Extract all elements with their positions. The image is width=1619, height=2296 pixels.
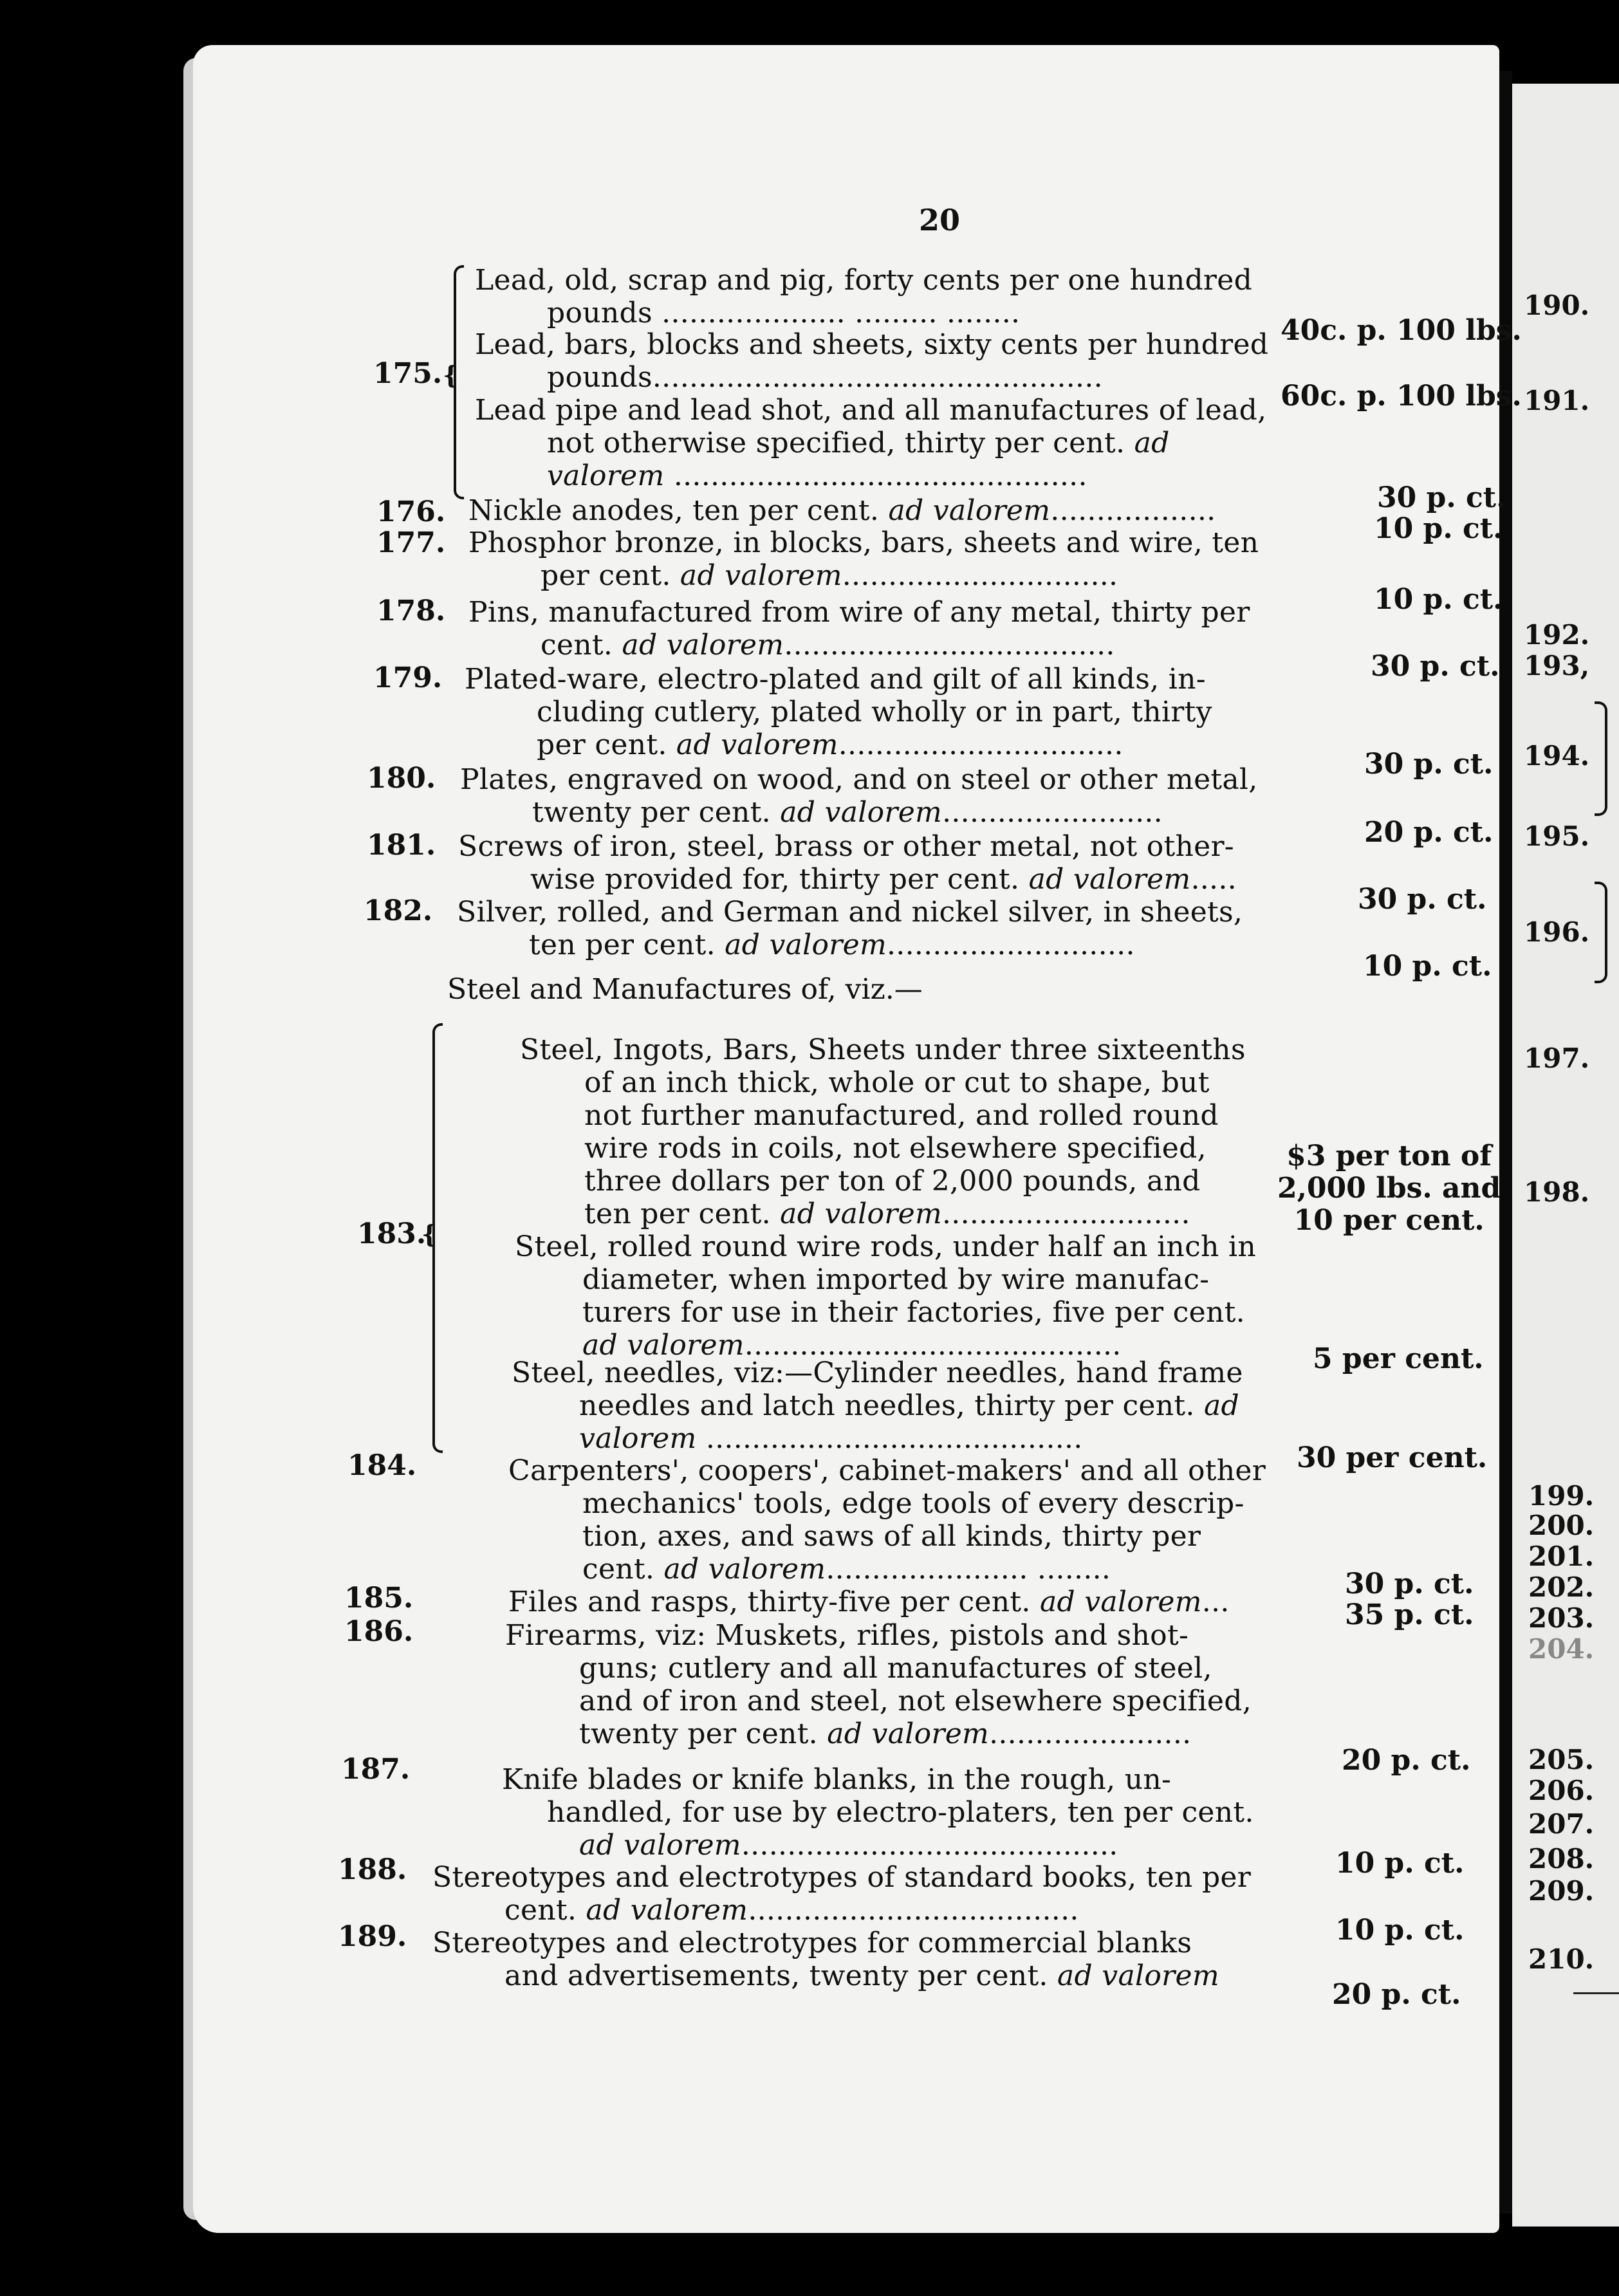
entry-text: wise provided for, thirty per cent. ad valorem..... [530,863,1237,896]
next-page-number: 194. [1524,740,1590,772]
next-page-brace [1595,701,1607,816]
entry-text: valorem ............................................. [547,459,1087,492]
entry-pins [468,596,1260,662]
entry-text: Nickle anodes, ten per cent. ad valorem.................. [468,494,1216,527]
entry-number: 179. [373,662,443,694]
steel-item-needles [512,1356,1260,1455]
entry-text: cent. ad valorem.................................... [504,1894,1079,1927]
entry-number: 186. [344,1615,414,1648]
entry-number: 175. [373,357,443,390]
entry-number: 184. [347,1449,417,1482]
entry-rate: 10 p. ct. [1374,512,1503,545]
entry-text: mechanics' tools, edge tools of every descrip- [582,1487,1244,1520]
entry-rate: 20 p. ct. [1342,1744,1471,1777]
next-page-number: 191. [1524,385,1590,416]
steel-rate-1 [1277,1140,1501,1237]
next-page-number: 206. [1528,1775,1595,1806]
entry-stereotypes-commercial [432,1927,1260,1992]
entry-text: Firearms, viz: Muskets, rifles, pistols and shot- [505,1619,1189,1652]
entry-text: Screws of iron, steel, brass or other metal, not other- [458,830,1234,863]
entry-number: 185. [344,1582,414,1615]
entry-rate: 30 p. ct. [1364,748,1494,781]
entry-files-rasps [508,1586,1260,1618]
entry-number: 180. [367,762,436,795]
next-page-number: 202. [1528,1571,1595,1603]
entry-number: 188. [338,1853,407,1886]
entry-rate: 20 p. ct. [1364,816,1494,849]
entry-number: 181. [367,829,436,862]
entry-silver-rolled [457,896,1260,961]
entry-lead-bars [475,328,1269,394]
entry-text: ten per cent. ad valorem........................... [529,929,1135,961]
entry-text: ten per cent. ad valorem........................... [584,1198,1190,1230]
entry-text: Lead pipe and lead shot, and all manufactures of lead, [475,394,1267,427]
entry-text: Steel, needles, viz:—Cylinder needles, hand frame [512,1356,1243,1389]
entry-text: needles and latch needles, thirty per cent. ad [579,1389,1239,1422]
lead-brace-tip: { [443,360,459,389]
entry-rate: 30 p. ct. [1377,481,1506,514]
entry-rate: 10 p. ct. [1335,1847,1465,1880]
entry-nickle-anodes [468,494,1260,527]
entry-text: cent. ad valorem...................... ........ [582,1553,1111,1586]
next-page-number: 208. [1528,1843,1595,1875]
entry-text: Stereotypes and electrotypes of standard books, ten per [432,1861,1252,1894]
entry-text: three dollars per ton of 2,000 pounds, and [584,1165,1201,1198]
next-page-number: 204. [1528,1633,1595,1665]
next-page-number: 207. [1528,1808,1595,1840]
entry-number: 187. [341,1753,411,1786]
next-page-number: 201. [1528,1541,1595,1572]
entry-text: cluding cutlery, plated wholly or in part, thirty [537,696,1212,728]
next-page-number: 197. [1524,1042,1590,1074]
entry-text: Steel, Ingots, Bars, Sheets under three sixteenths [520,1033,1246,1066]
entry-text: Plated-ware, electro-plated and gilt of all kinds, in- [465,663,1206,696]
entry-rate: 30 p. ct. [1358,883,1487,916]
entry-text: twenty per cent. ad valorem........................ [532,796,1163,829]
entry-text: not further manufactured, and rolled round [584,1099,1219,1132]
entry-text: of an inch thick, whole or cut to shape, but [584,1066,1210,1099]
next-page-number: 210. [1528,1943,1595,1975]
entry-text: ad valorem......................................... [579,1829,1118,1862]
steel-rate-2: 5 per cent. [1313,1342,1484,1375]
entry-text: not otherwise specified, thirty per cent. ad [547,427,1170,459]
entry-text: diameter, when imported by wire manufac- [582,1263,1210,1296]
entry-rate: 10 p. ct. [1374,583,1503,616]
entry-text: wire rods in coils, not elsewhere specified, [584,1132,1207,1165]
entry-text: handled, for use by electro-platers, ten per cent. [547,1796,1254,1829]
entry-number: 176. [376,495,446,528]
next-page-number: 195. [1524,820,1590,852]
next-page-number: 209. [1528,1875,1595,1907]
entry-rate: 30 p. ct. [1371,650,1500,683]
next-page-brace [1595,882,1607,983]
entry-text: per cent. ad valorem.............................. [541,559,1118,592]
entry-number: 177. [376,526,446,559]
entry-number: 178. [376,595,446,627]
steel-section-header: Steel and Manufactures of, viz.— [447,973,923,1006]
entry-text: guns; cutlery and all manufactures of steel, [579,1652,1212,1685]
entry-text: twenty per cent. ad valorem...................... [579,1717,1192,1750]
entry-phosphor-bronze [468,526,1260,592]
entry-text: pounds .................... ......... ........ [547,297,1021,329]
entry-rate: 35 p. ct. [1345,1598,1474,1631]
next-page-number: 193, [1524,650,1590,681]
entry-text: Files and rasps, thirty-five per cent. ad valorem... [508,1586,1230,1618]
entry-plated-ware [465,663,1260,761]
entry-number: 183. [357,1217,427,1250]
entry-rate: 10 p. ct. [1363,950,1492,983]
steel-rate-3: 30 per cent. [1297,1441,1488,1474]
rate-line: $3 per ton of [1286,1140,1492,1172]
next-page-number: 200. [1528,1510,1595,1541]
rate-line: 2,000 lbs. and [1277,1172,1501,1205]
entry-text: and advertisements, twenty per cent. ad valorem [504,1959,1219,1992]
next-page-number: 190. [1524,290,1590,321]
entry-rate: 20 p. ct. [1332,1978,1461,2011]
next-page-number: 192. [1524,619,1590,651]
entry-text: Plates, engraved on wood, and on steel or other metal, [460,763,1258,796]
entry-text: ad valorem......................................... [582,1329,1122,1362]
entry-text: cent. ad valorem.................................... [541,629,1115,662]
next-page-number: 205. [1528,1744,1595,1775]
entry-text: Carpenters', coopers', cabinet-makers' and all other [508,1454,1266,1487]
entry-text: Lead, bars, blocks and sheets, sixty cents per hundred [475,328,1269,361]
entry-number: 189. [338,1920,407,1953]
entry-text: Pins, manufactured from wire of any metal, thirty per [468,596,1250,629]
entry-lead-old [475,264,1260,329]
next-page-number: 198. [1524,1176,1590,1208]
entry-text: turers for use in their factories, five per cent. [582,1296,1245,1329]
next-page-number: 203. [1528,1602,1595,1634]
entry-screws [458,830,1260,896]
entry-knife-blades [502,1763,1260,1862]
next-page-rule [1573,1992,1619,1994]
entry-text: Steel, rolled round wire rods, under half an inch in [515,1230,1256,1263]
entry-text: tion, axes, and saws of all kinds, thirty per [582,1520,1201,1553]
entry-text: per cent. ad valorem............................... [537,728,1124,761]
page-number: 20 [918,203,960,237]
entry-text: Knife blades or knife blanks, in the rough, un- [502,1763,1172,1796]
entry-carpenters-tools [508,1454,1266,1586]
entry-lead-pipe [475,394,1267,492]
entry-rate: 60c. p. 100 lbs. [1281,380,1522,412]
entry-rate: 30 p. ct. [1345,1568,1474,1600]
entry-rate: 10 p. ct. [1335,1914,1465,1947]
entry-text: Lead, old, scrap and pig, forty cents per one hundred [475,264,1253,297]
next-page-number: 199. [1528,1480,1595,1512]
entry-text: pounds................................................. [547,361,1103,394]
entry-text: Silver, rolled, and German and nickel silver, in sheets, [457,896,1243,929]
entry-stereotypes-books [432,1861,1260,1927]
entry-firearms [505,1619,1260,1750]
rate-line: 10 per cent. [1293,1204,1485,1237]
entry-text: valorem ......................................... [579,1422,1083,1455]
entry-plates-engraved [460,763,1260,829]
entry-text: Stereotypes and electrotypes for commercial blanks [432,1927,1192,1959]
entry-rate: 40c. p. 100 lbs. [1281,314,1522,347]
entry-text: Phosphor bronze, in blocks, bars, sheets and wire, ten [468,526,1259,559]
steel-item-wire-rods [515,1230,1260,1362]
steel-item-ingots [520,1033,1260,1230]
entry-number: 182. [364,894,433,927]
steel-brace-tip: { [421,1219,438,1248]
next-page-number: 196. [1524,916,1590,948]
entry-text: and of iron and steel, not elsewhere specified, [579,1685,1252,1717]
